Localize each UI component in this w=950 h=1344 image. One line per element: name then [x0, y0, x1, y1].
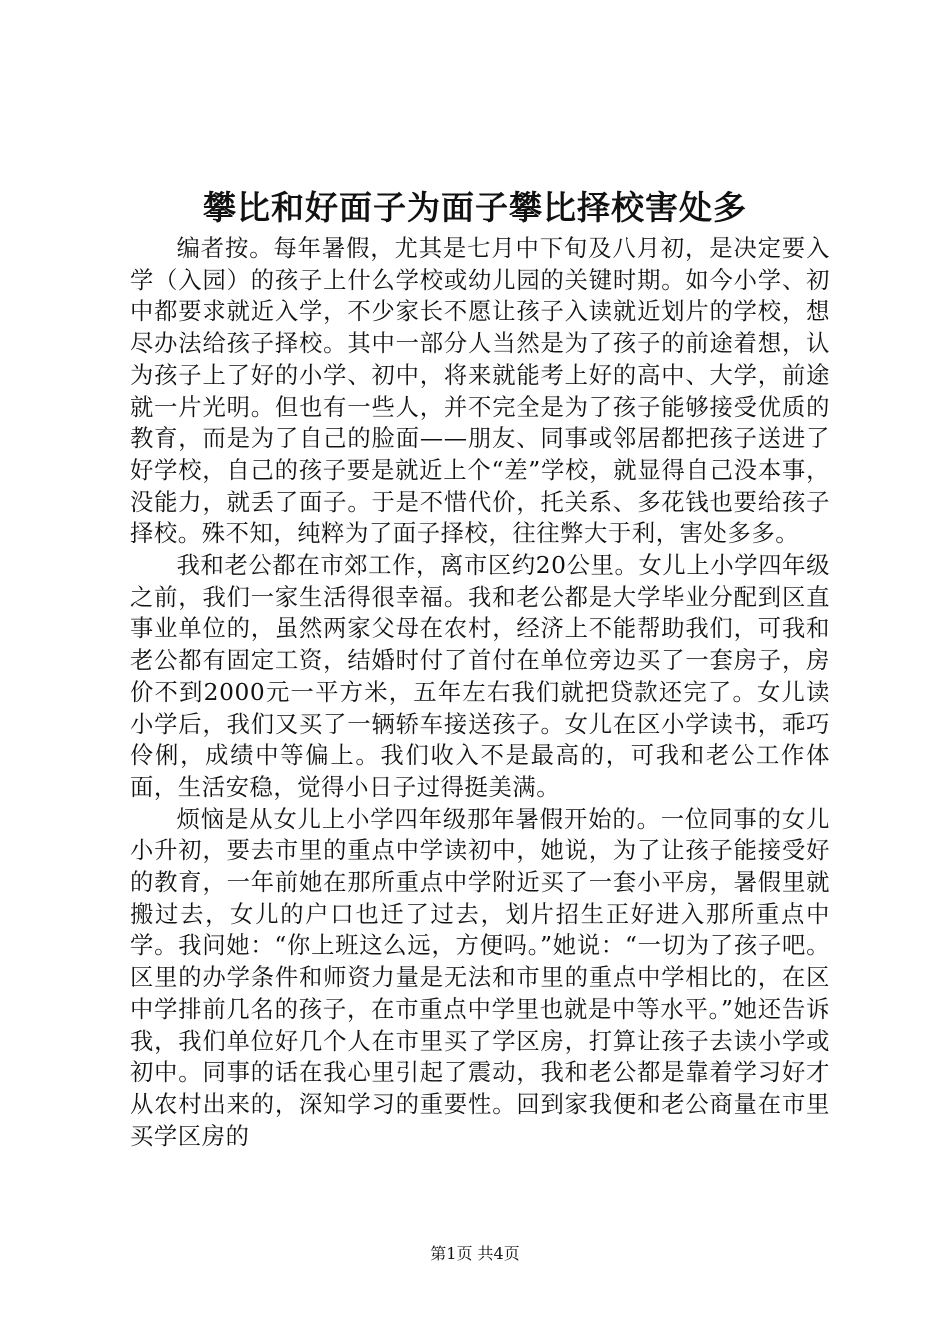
paragraph-trouble-begins: 烦恼是从女儿上小学四年级那年暑假开始的。一位同事的女儿小升初，要去市里的重点中学读初中，她说，为了让孩子能接受好的教育，一年前她在那所重点中学附近买了一套小平房，暑假里就搬过去，女儿的户口也迁了过去，划片招生正好进入那所重点中学。我问她：“你上班这么远，方便吗。”她说：“一切为了孩子吧。区里的办学条件和师资力量是无法和市里的重点中学相比的，在区中学排前几名的孩子，在市重点中学里也就是中等水平。”她还告诉我，我们单位好几个人在市里买了学区房，打算让孩子去读小学或初中。同事的话在我心里引起了震动，我和老公都是靠着学习好才从农村出来的，深知学习的重要性。回到家我便和老公商量在市里买学区房的 [130, 805, 830, 1150]
document-body [130, 233, 830, 1152]
paragraph-editor-note: 编者按。每年暑假，尤其是七月中下旬及八月初，是决定要入学（入园）的孩子上什么学校或幼儿园的关键时期。如今小学、初中都要求就近入学，不少家长不愿让孩子入读就近划片的学校，想尽办法给孩子择校。其中一部分人当然是为了孩子的前途着想，认为孩子上了好的小学、初中，将来就能考上好的高中、大学，前途就一片光明。但也有一些人，并不完全是为了孩子能够接受优质的教育，而是为了自己的脸面——朋友、同事或邻居都把孩子送进了好学校，自己的孩子要是就近上个“差”学校，就显得自己没本事，没能力，就丢了面子。于是不惜代价，托关系、多花钱也要给孩子择校。殊不知，纯粹为了面子择校，往往弊大于利，害处多多。 [130, 235, 830, 548]
paragraph-family-background: 我和老公都在市郊工作，离市区约20公里。女儿上小学四年级之前，我们一家生活得很幸福。我和老公都是大学毕业分配到区直事业单位的，虽然两家父母在农村，经济上不能帮助我们，可我和老公都有固定工资，结婚时付了首付在单位旁边买了一套房子，房价不到2000元一平方米，五年左右我们就把贷款还完了。女儿读小学后，我们又买了一辆轿车接送孩子。女儿在区小学读书，乖巧伶俐，成绩中等偏上。我们收入不是最高的，可我和老公工作体面，生活安稳，觉得小日子过得挺美满。 [130, 552, 830, 801]
page-number-footer: 第1页 共4页 [430, 1244, 520, 1263]
document-title: 攀比和好面子为面子攀比择校害处多 [203, 188, 747, 227]
